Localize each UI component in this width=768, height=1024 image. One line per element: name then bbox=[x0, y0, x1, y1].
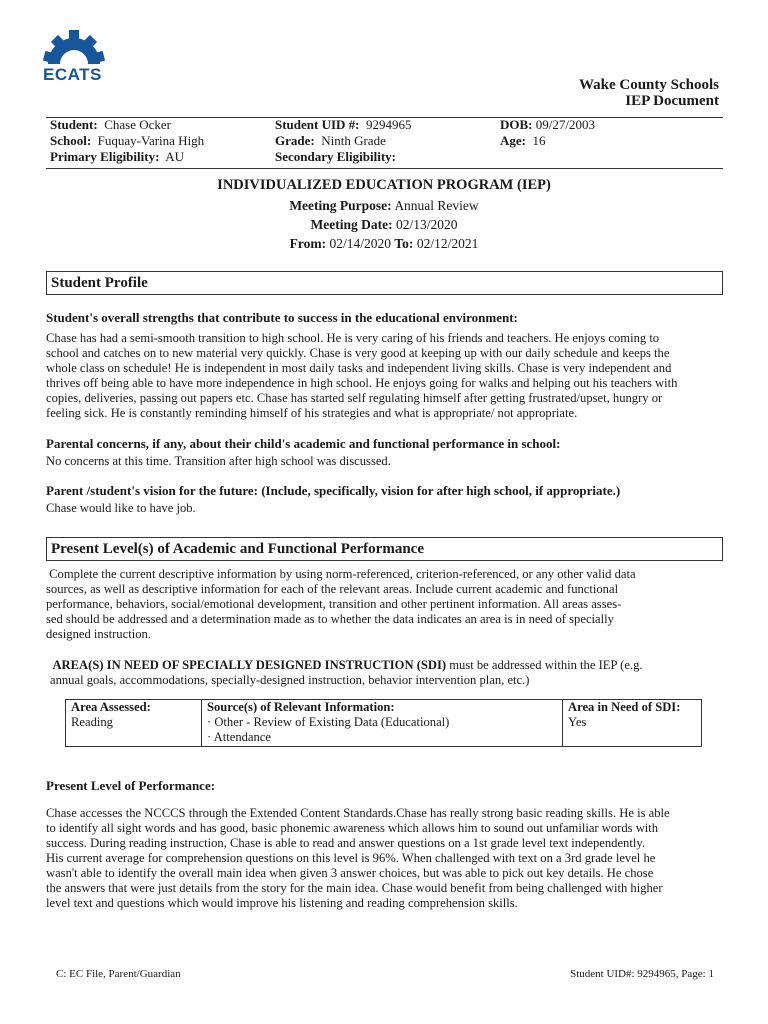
intro-line: performance, behaviors, social/emotional development, transition and other pertinent information. All areas asses- bbox=[46, 597, 622, 611]
meeting-purpose bbox=[0, 198, 768, 214]
from-label: From: bbox=[289, 236, 327, 251]
plp-line: His current average for comprehension questions on this level is 96%. When challenged with text on a 3rd grade level he bbox=[46, 851, 656, 865]
sdi-text-line2: annual goals, accommodations, specially-designed instruction, behavior intervention plan, etc.) bbox=[50, 673, 530, 687]
cell-area: Reading bbox=[66, 715, 202, 747]
district-name: Wake County Schools bbox=[578, 77, 719, 93]
grade-value: Ninth Grade bbox=[321, 133, 386, 148]
cell-need: Yes bbox=[563, 715, 702, 747]
plp-line: wasn't able to identify the overall main idea when given 3 answer choices, but was able to pick out key details. He chose bbox=[46, 866, 654, 880]
ecats-logo bbox=[42, 28, 112, 85]
strengths-line: school and catches on to new material very quickly. Chase is very good at keeping up with our daily schedule and keeps the bbox=[46, 346, 670, 360]
vision-question: Parent /student's vision for the future: (Include, specifically, vision for after high school, if appropriate.) bbox=[46, 483, 621, 498]
school-value: Fuquay-Varina High bbox=[97, 133, 205, 148]
student-info bbox=[46, 117, 723, 169]
plp-line: the answers that were just details from the story for the main idea. Chase would benefit from being challenged with higher bbox=[46, 881, 663, 895]
cell-sources bbox=[202, 715, 563, 747]
strengths-line: copies, deliveries, passing out papers etc. Chase has started self regulating himself after getting frustrated/upset, hungry or bbox=[46, 391, 663, 405]
logo-text: ECATS bbox=[43, 65, 102, 84]
source-item: · Other - Review of Existing Data (Educational) bbox=[207, 715, 450, 729]
intro-line: Complete the current descriptive information by using norm-referenced, criterion-referenced, or any other valid data bbox=[46, 567, 636, 581]
source-item: · Attendance bbox=[207, 730, 271, 744]
plaafp-intro bbox=[46, 567, 726, 642]
strengths-line: whole class on schedule! He is independent in most daily tasks and independent living skills. Chase is very independent and bbox=[46, 361, 672, 375]
footer-page-info: Student UID#: 9294965, Page: 1 bbox=[570, 968, 714, 980]
primary-eligibility-value: AU bbox=[165, 149, 184, 164]
concerns-answer: No concerns at this time. Transition after high school was discussed. bbox=[46, 454, 391, 468]
concerns-question: Parental concerns, if any, about their child's academic and functional performance in school: bbox=[46, 436, 561, 451]
meeting-purpose-value: Annual Review bbox=[394, 198, 479, 213]
gear-icon bbox=[42, 28, 106, 64]
plp-line: level text and questions which would improve his listening and reading comprehension skills. bbox=[46, 896, 518, 910]
dob-label: DOB: bbox=[500, 117, 533, 132]
strengths-section bbox=[46, 310, 726, 421]
age-label: Age: bbox=[500, 133, 526, 148]
plp-line: Chase accesses the NCCCS through the Extended Content Standards.Chase has really strong basic reading skills. He is able bbox=[46, 806, 670, 820]
secondary-eligibility-label: Secondary Eligibility: bbox=[275, 149, 396, 164]
uid-label: Student UID #: bbox=[275, 117, 360, 132]
student-name: Chase Ocker bbox=[104, 117, 171, 132]
meeting-date-value: 02/13/2020 bbox=[395, 217, 458, 232]
plp-line: success. During reading instruction, Chase is able to read and answer questions on a 1st grade level text independently. bbox=[46, 836, 645, 850]
sdi-text: must be addressed within the IEP (e.g. bbox=[446, 658, 643, 672]
student-label: Student: bbox=[50, 117, 98, 132]
section-present-levels: Present Level(s) of Academic and Functional Performance bbox=[46, 537, 723, 561]
concerns-section bbox=[46, 436, 726, 469]
meeting-date bbox=[0, 217, 768, 233]
col-sources: Source(s) of Relevant Information: bbox=[202, 700, 563, 716]
to-label: To: bbox=[394, 236, 414, 251]
org-header bbox=[579, 77, 719, 109]
plp-line: to identify all sight words and has good, basic phonemic awareness which allows him to sound out unfamiliar words with bbox=[46, 821, 659, 835]
plp-heading: Present Level of Performance: bbox=[46, 778, 216, 793]
student-uid: 9294965 bbox=[366, 117, 412, 132]
date-range bbox=[0, 236, 768, 252]
sdi-heading: AREA(S) IN NEED OF SPECIALLY DESIGNED INSTRUCTION (SDI) bbox=[50, 658, 447, 672]
dob-value: 09/27/2003 bbox=[535, 117, 595, 132]
col-area-assessed: Area Assessed: bbox=[66, 700, 202, 716]
strengths-line: feeling sick. He is constantly reminding himself of his strategies and what is appropriate/ not appropriate. bbox=[46, 406, 578, 420]
age-value: 16 bbox=[532, 133, 546, 148]
document-type: IEP Document bbox=[625, 93, 719, 109]
sdi-table bbox=[65, 699, 702, 747]
section-student-profile: Student Profile bbox=[46, 271, 723, 295]
strengths-question: Student's overall strengths that contribute to success in the educational environment: bbox=[46, 310, 518, 325]
strengths-line: Chase has had a semi-smooth transition to high school. He is very caring of his friends and teachers. He enjoys coming to bbox=[46, 331, 660, 345]
col-area-need-sdi: Area in Need of SDI: bbox=[563, 700, 702, 716]
strengths-line: thrives off being able to have more independence in high school. He enjoys going for walks and helping out his teachers with bbox=[46, 376, 678, 390]
vision-answer: Chase would like to have job. bbox=[46, 501, 196, 515]
from-value: 02/14/2020 bbox=[329, 236, 392, 251]
grade-label: Grade: bbox=[275, 133, 315, 148]
meeting-date-label: Meeting Date: bbox=[310, 217, 393, 232]
document-title: INDIVIDUALIZED EDUCATION PROGRAM (IEP) bbox=[217, 177, 551, 193]
intro-line: sed should be addressed and a determination made as to whether the data indicates an area is in need of specially bbox=[46, 612, 614, 626]
sdi-statement bbox=[50, 658, 730, 688]
primary-eligibility-label: Primary Eligibility: bbox=[50, 149, 160, 164]
vision-section bbox=[46, 483, 726, 516]
meeting-purpose-label: Meeting Purpose: bbox=[289, 198, 392, 213]
table-row bbox=[66, 715, 702, 747]
intro-line: designed instruction. bbox=[46, 627, 151, 641]
intro-line: sources, as well as descriptive information for each of the relevant areas. Include current academic and functional bbox=[46, 582, 619, 596]
school-label: School: bbox=[50, 133, 92, 148]
to-value: 02/12/2021 bbox=[416, 236, 479, 251]
footer-copies: C: EC File, Parent/Guardian bbox=[56, 968, 181, 980]
plp-section bbox=[46, 778, 726, 911]
